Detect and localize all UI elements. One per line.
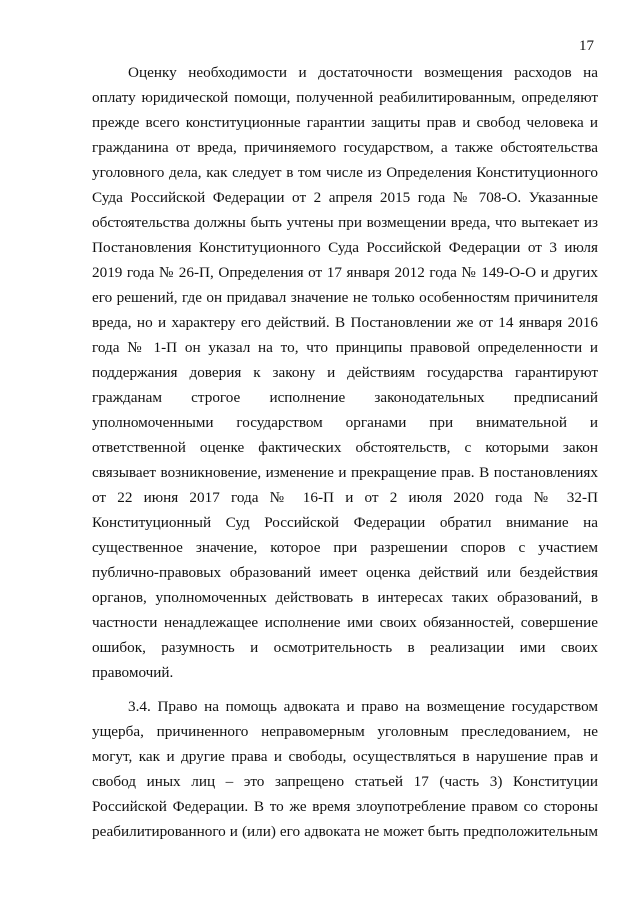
paragraph-gap [92,685,598,694]
text-line: существенное значение, которое при разрешении споров с участием [92,539,598,556]
text-line: 2019 года № 26-П, Определения от 17 января 2012 года № 149-О-О и других [92,264,598,281]
text-line: обстоятельства должны быть учтены при возмещении вреда, что вытекает из [92,214,598,231]
text-line: уполномоченными государством органами при внимательной и [92,414,598,431]
text-line: органов, уполномоченных действовать в интересах таких образований, в [92,589,598,606]
text-line: года № 1-П он указал на то, что принципы правовой определенности и [92,339,598,356]
text-line: ответственной оценке фактических обстоятельств, с которыми закон [92,439,598,456]
text-line: связывает возникновение, изменение и прекращение прав. В постановлениях [92,464,598,481]
text-line: 3.4. Право на помощь адвоката и право на возмещение государством [128,698,598,715]
paragraph-2 [92,694,598,844]
text-line: частности ненадлежащее исполнение ими своих обязанностей, совершение [92,614,598,631]
text-line: оплату юридической помощи, полученной реабилитированным, определяют [92,89,598,106]
text-line: уголовного дела, как следует в том числе из Определения Конституционного [92,164,598,181]
text-line: его решений, где он придавал значение не только особенностям причинителя [92,289,598,306]
text-line: вреда, но и характеру его действий. В Постановлении же от 14 января 2016 [92,314,598,331]
text-line: могут, как и другие права и свободы, осуществляться в нарушение прав и [92,748,598,765]
text-line: Оценку необходимости и достаточности возмещения расходов на [128,64,598,81]
text-line: гражданам строгое исполнение законодательных предписаний [92,389,598,406]
text-line: ущерба, причиненного неправомерным уголовным преследованием, не [92,723,598,740]
text-line: поддержания доверия к закону и действиям государства гарантируют [92,364,598,381]
paragraph-1 [92,60,598,685]
text-line: гражданина от вреда, причиняемого государством, а также обстоятельства [92,139,598,156]
text-line: правомочий. [92,664,174,681]
text-line: Суда Российской Федерации от 2 апреля 2015 года № 708-О. Указанные [92,189,598,206]
page-number: 17 [579,38,594,54]
text-line: прежде всего конституционные гарантии защиты прав и свобод человека и [92,114,598,131]
text-line: Постановления Конституционного Суда Российской Федерации от 3 июля [92,239,598,256]
document-body [92,60,598,844]
text-line: Российской Федерации. В то же время злоупотребление правом со стороны [92,798,598,815]
text-line: публично-правовых образований имеет оценка действий или бездействия [92,564,598,581]
text-line: свобод иных лиц – это запрещено статьей 17 (часть 3) Конституции [92,773,598,790]
text-line: ошибок, разумность и осмотрительность в реализации ими своих [92,639,598,656]
text-line: реабилитированного и (или) его адвоката не может быть предположительным [92,823,598,840]
text-line: от 22 июня 2017 года № 16-П и от 2 июля 2020 года № 32-П [92,489,598,506]
text-line: Конституционный Суд Российской Федерации обратил внимание на [92,514,598,531]
